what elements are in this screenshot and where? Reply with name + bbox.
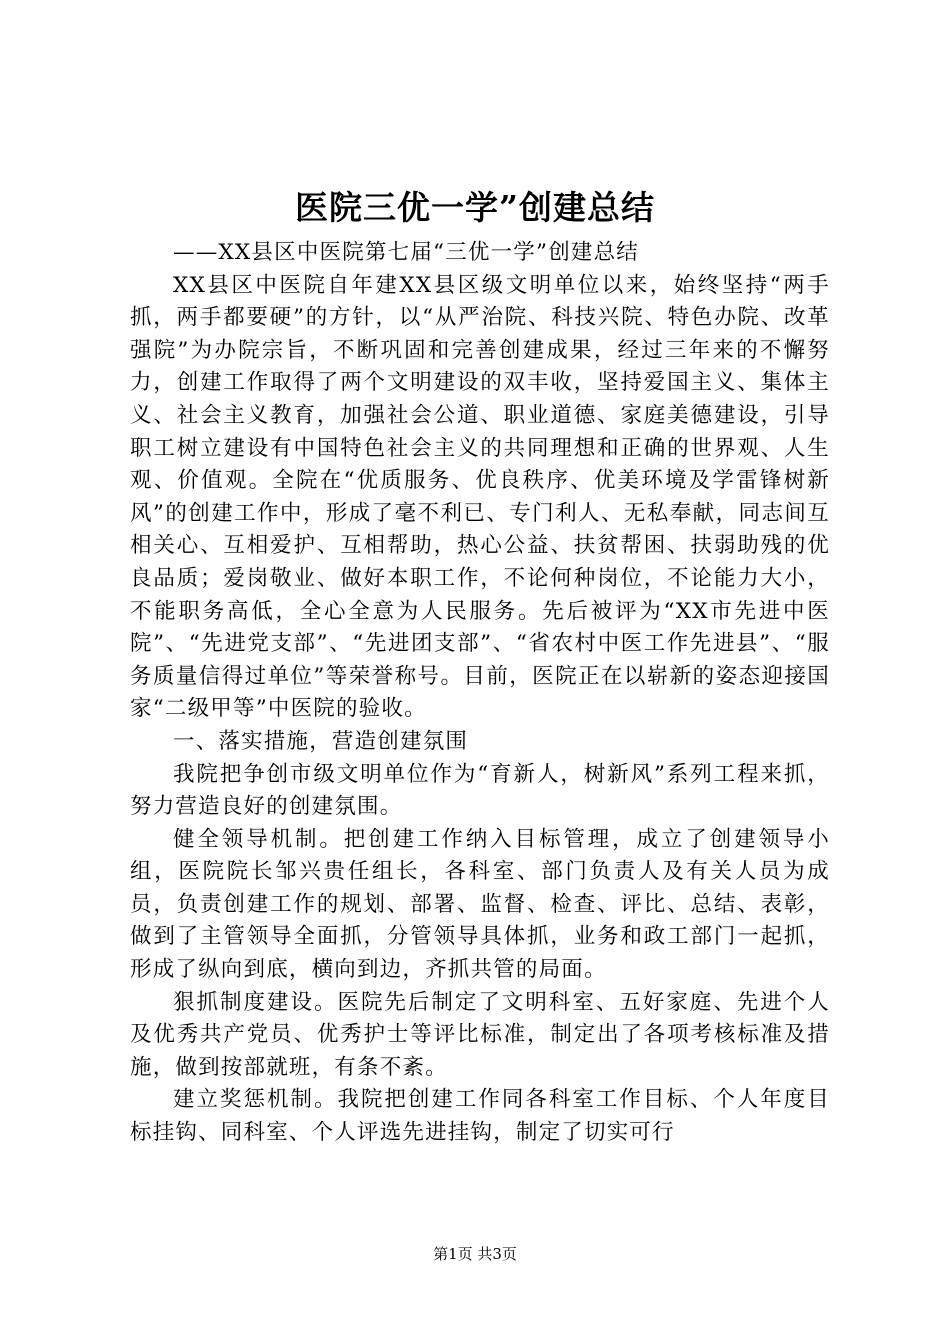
body-paragraph: 我院把争创市级文明单位作为“育新人，树新风”系列工程来抓，努力营造良好的创建氛围。 [130, 761, 830, 820]
subtitle-paragraph: ——XX县区中医院第七届“三优一学”创建总结 [173, 240, 639, 265]
body-paragraph: 建立奖惩机制。我院把创建工作同各科室工作目标、个人年度目标挂钩、同科室、个人评选先进挂钩，制定了切实可行 [130, 1087, 830, 1146]
body-paragraph: 狠抓制度建设。医院先后制定了文明科室、五好家庭、先进个人及优秀共产党员、优秀护士等评比标准，制定出了各项考核标准及措施，做到按部就班，有条不紊。 [130, 989, 830, 1080]
document-body [130, 237, 830, 1150]
section-heading: 一、落实措施，营造创建氛围 [173, 728, 469, 754]
intro-paragraph: XX县区中医院自年建XX县区级文明单位以来，始终坚持“两手抓，两手都要硬”的方针，以“从严治院、科技兴院、特色办院、改革强院”为办院宗旨，不断巩固和完善创建成果，经过三年来的不懈努力，创建工作取得了两个文明建设的双丰收，坚持爱国主义、集体主义、社会主义教育，加强社会公道、职业道德、家庭美德建设，引导职工树立建设有中国特色社会主义的共同理想和正确的世界观、人生观、价值观。全院在“优质服务、优良秩序、优美环境及学雷锋树新风”的创建工作中，形成了毫不利已、专门利人、无私奉献，同志间互相关心、互相爱护、互相帮助，热心公益、扶贫帮困、扶弱助残的优良品质；爱岗敬业、做好本职工作，不论何种岗位，不论能力大小，不能职务高低，全心全意为人民服务。先后被评为“XX市先进中医院”、“先进党支部”、“先进团支部”、“省农村中医工作先进县”、“服务质量信得过单位”等荣誉称号。目前，医院正在以崭新的姿态迎接国家“二级甲等”中医院的验收。 [130, 272, 830, 722]
body-paragraph: 健全领导机制。把创建工作纳入目标管理，成立了创建领导小组，医院院长邹兴贵任组长，各科室、部门负责人及有关人员为成员，负责创建工作的规划、部署、监督、检查、评比、总结、表彰，做到了主管领导全面抓，分管领导具体抓，业务和政工部门一起抓，形成了纵向到底，横向到边，齐抓共管的局面。 [130, 826, 830, 983]
page-title: 医院三优一学”创建总结 [295, 188, 655, 227]
page-footer: 第1页 共3页 [433, 1245, 517, 1263]
